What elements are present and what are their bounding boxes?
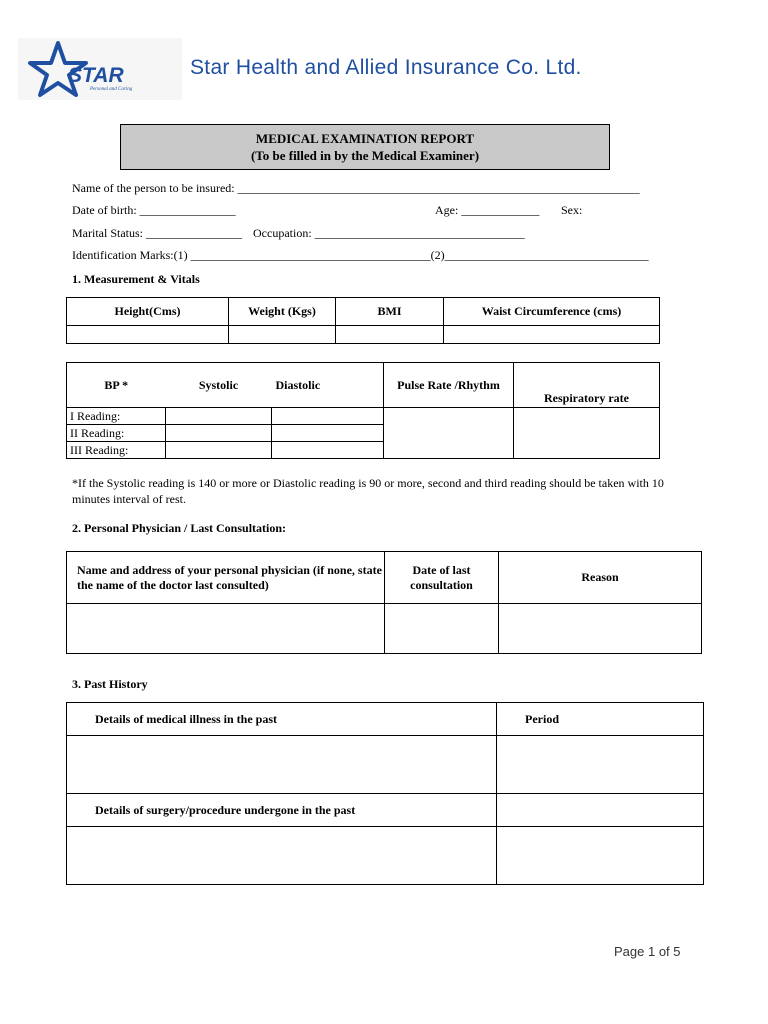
weight-header: Weight (Kgs)	[229, 298, 336, 326]
company-name: Star Health and Allied Insurance Co. Ltd.	[190, 56, 582, 79]
section-past-history-title: 3. Past History	[72, 677, 148, 691]
company-logo	[18, 38, 182, 100]
last-consultation-cell[interactable]	[385, 604, 499, 654]
surgery-period-cell[interactable]	[497, 827, 704, 885]
height-header: Height(Cms)	[67, 298, 229, 326]
reading-3-label: III Reading:	[67, 442, 166, 459]
sex-field[interactable]: Sex:	[561, 203, 583, 217]
surgery-period-header-cell[interactable]	[497, 794, 704, 827]
systolic-header: Systolic	[166, 363, 272, 408]
age-field[interactable]: Age: _____________	[435, 203, 540, 217]
reading-1-systolic[interactable]	[166, 408, 272, 425]
bp-header: BP *	[67, 363, 166, 408]
respiratory-header: Respiratory rate	[514, 363, 660, 408]
reading-1-diastolic[interactable]	[272, 408, 384, 425]
height-cell[interactable]	[67, 326, 229, 344]
surgery-details-cell[interactable]	[67, 827, 497, 885]
report-title: MEDICAL EXAMINATION REPORT	[255, 131, 475, 146]
waist-cell[interactable]	[444, 326, 660, 344]
report-subtitle: (To be filled in by the Medical Examiner)	[250, 148, 480, 163]
illness-period-cell[interactable]	[497, 736, 704, 794]
physician-table	[66, 551, 702, 654]
past-history-table	[66, 702, 704, 885]
bp-table	[66, 362, 660, 459]
report-title-box	[120, 124, 610, 170]
weight-cell[interactable]	[229, 326, 336, 344]
bmi-header: BMI	[336, 298, 444, 326]
page-number: Page 1 of 5	[614, 944, 681, 959]
reading-2-diastolic[interactable]	[272, 425, 384, 442]
physician-cell[interactable]	[67, 604, 385, 654]
dob-field[interactable]: Date of birth: ________________	[72, 203, 236, 217]
occupation-field[interactable]: Occupation: ___________________________________	[253, 226, 525, 240]
illness-header: Details of medical illness in the past	[67, 703, 497, 736]
diastolic-header: Diastolic	[272, 363, 384, 408]
reading-3-systolic[interactable]	[166, 442, 272, 459]
pulse-header: Pulse Rate /Rhythm	[384, 363, 514, 408]
pulse-cell[interactable]	[384, 408, 514, 459]
reason-cell[interactable]	[499, 604, 702, 654]
reason-header: Reason	[499, 552, 702, 604]
reading-3-diastolic[interactable]	[272, 442, 384, 459]
bp-note: *If the Systolic reading is 140 or more or Diastolic reading is 90 or more, second and third reading should be taken with 10 minutes interval of rest.	[72, 476, 664, 506]
reading-2-label: II Reading:	[67, 425, 166, 442]
respiratory-cell[interactable]	[514, 408, 660, 459]
marital-status-field[interactable]: Marital Status: ________________	[72, 226, 242, 240]
reading-2-systolic[interactable]	[166, 425, 272, 442]
section-physician-title: 2. Personal Physician / Last Consultation:	[72, 521, 287, 535]
logo-tagline: Personal and Caring	[90, 87, 133, 92]
reading-1-label: I Reading:	[67, 408, 166, 425]
waist-header: Waist Circumference (cms)	[444, 298, 660, 326]
surgery-header: Details of surgery/procedure undergone in the past	[67, 794, 497, 827]
section-measurement-title: 1. Measurement & Vitals	[72, 272, 200, 286]
star-logo-icon	[18, 38, 182, 100]
measurement-table	[66, 297, 660, 344]
bmi-cell[interactable]	[336, 326, 444, 344]
logo-text: STAR	[68, 64, 124, 87]
name-field[interactable]: Name of the person to be insured: ___________________________________________________________________	[72, 181, 640, 195]
last-consultation-header: Date of last consultation	[385, 552, 499, 604]
illness-details-cell[interactable]	[67, 736, 497, 794]
illness-period-header: Period	[497, 703, 704, 736]
identification-marks-field[interactable]: Identification Marks:(1) ________________________________________(2)__________________________________	[72, 248, 649, 262]
physician-header: Name and address of your personal physician (if none, state the name of the doctor last consulted)	[67, 552, 385, 604]
